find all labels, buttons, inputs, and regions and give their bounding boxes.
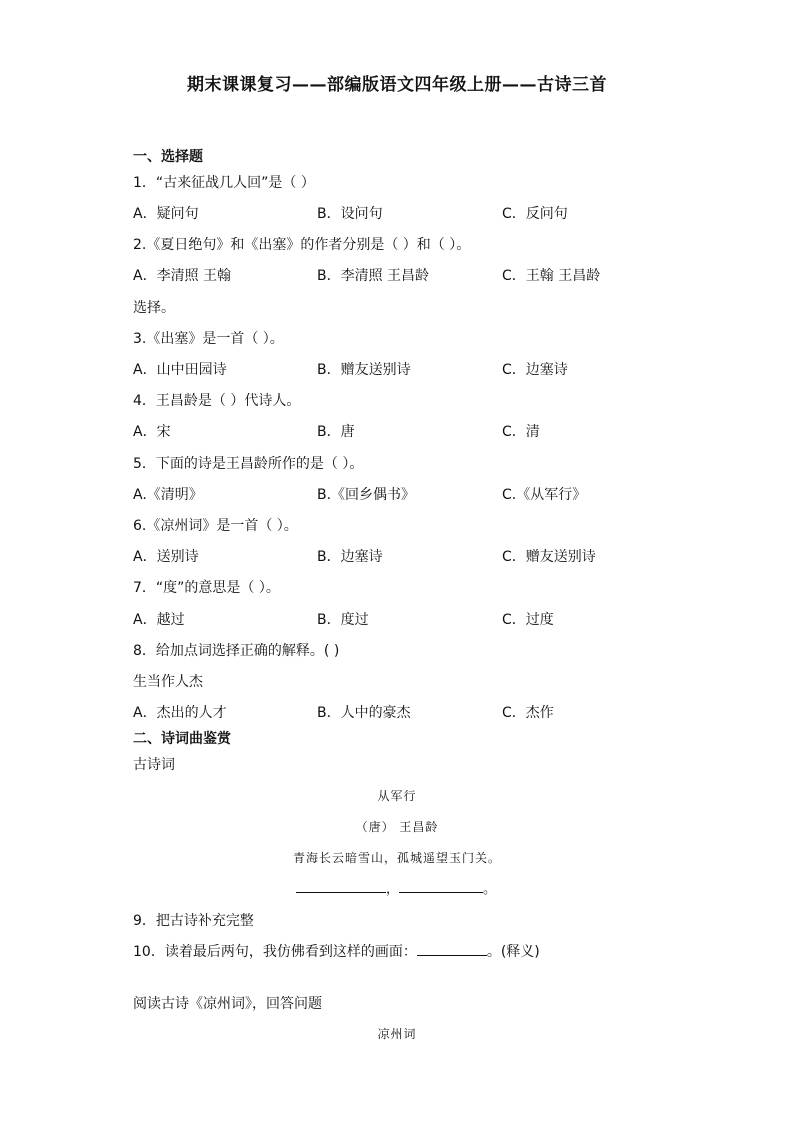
section-heading-choice: 一、选择题 xyxy=(133,149,203,165)
poem-author: （唐） 王昌龄 xyxy=(355,820,439,834)
q2-extra-note: 选择。 xyxy=(133,300,175,316)
q2-option-b: B．李清照 王昌龄 xyxy=(317,268,430,284)
q10-prompt: 10．读着最后两句，我仿佛看到这样的画面： xyxy=(133,944,417,960)
question-2: 2.《夏日绝句》和《出塞》的作者分别是（ ）和（ ）。 xyxy=(133,237,471,253)
q5-option-a: A.《清明》 xyxy=(133,487,203,503)
q7-option-c: C．过度 xyxy=(502,612,554,628)
q1-option-b: B．设问句 xyxy=(317,206,383,222)
q8-option-a: A．杰出的人才 xyxy=(133,705,227,721)
question-7: 7．“度”的意思是（ ）。 xyxy=(133,580,280,596)
question-6: 6.《凉州词》是一首（ ）。 xyxy=(133,518,298,534)
q4-option-c: C．清 xyxy=(502,424,540,440)
q5-option-b: B.《回乡偶书》 xyxy=(317,487,416,503)
q1-option-a: A．疑问句 xyxy=(133,206,199,222)
question-9: 9．把古诗补充完整 xyxy=(133,913,254,929)
reading-prompt: 阅读古诗《凉州词》，回答问题 xyxy=(133,996,322,1012)
q8-option-c: C．杰作 xyxy=(502,705,554,721)
poem-label: 古诗词 xyxy=(133,757,175,773)
q8-sentence: 生当作人杰 xyxy=(133,674,203,690)
poem-blank-period: 。 xyxy=(483,882,497,897)
q4-option-b: B．唐 xyxy=(317,424,355,440)
question-1: 1．“古来征战几人回”是（ ） xyxy=(133,175,315,191)
q7-option-a: A．越过 xyxy=(133,612,185,628)
poem-title: 从军行 xyxy=(377,789,417,803)
question-8: 8．给加点词选择正确的解释。( ) xyxy=(133,643,340,659)
page-title: 期末课课复习——部编版语文四年级上册——古诗三首 xyxy=(187,75,607,95)
q2-option-c: C．王翰 王昌龄 xyxy=(502,268,601,284)
question-3: 3.《出塞》是一首（ ）。 xyxy=(133,331,284,347)
q3-option-b: B．赠友送别诗 xyxy=(317,362,411,378)
q7-option-b: B．度过 xyxy=(317,612,369,628)
poem-blank-line xyxy=(296,878,496,897)
q6-option-b: B．边塞诗 xyxy=(317,549,383,565)
question-10 xyxy=(133,941,540,961)
q2-option-a: A．李清照 王翰 xyxy=(133,268,232,284)
q8-option-b: B．人中的豪杰 xyxy=(317,705,411,721)
q6-option-a: A．送别诗 xyxy=(133,549,199,565)
poem-blank-1[interactable] xyxy=(296,879,386,893)
q1-option-c: C．反问句 xyxy=(502,206,568,222)
q6-option-c: C．赠友送别诗 xyxy=(502,549,596,565)
poem2-title: 凉州词 xyxy=(377,1027,417,1041)
q10-suffix: 。(释义) xyxy=(486,944,540,960)
q5-option-c: C.《从军行》 xyxy=(502,487,587,503)
question-5: 5．下面的诗是王昌龄所作的是（ ）。 xyxy=(133,456,364,472)
q3-option-c: C．边塞诗 xyxy=(502,362,568,378)
question-4: 4．王昌龄是（ ）代诗人。 xyxy=(133,393,301,409)
poem-blank-2[interactable] xyxy=(399,879,483,893)
q10-answer-blank[interactable] xyxy=(417,942,487,956)
section-heading-poetry: 二、诗词曲鉴赏 xyxy=(133,731,231,747)
poem-line-1: 青海长云暗雪山，孤城遥望玉门关。 xyxy=(292,851,501,865)
q4-option-a: A．宋 xyxy=(133,424,171,440)
q3-option-a: A．山中田园诗 xyxy=(133,362,227,378)
poem-blank-comma: ， xyxy=(386,882,400,897)
